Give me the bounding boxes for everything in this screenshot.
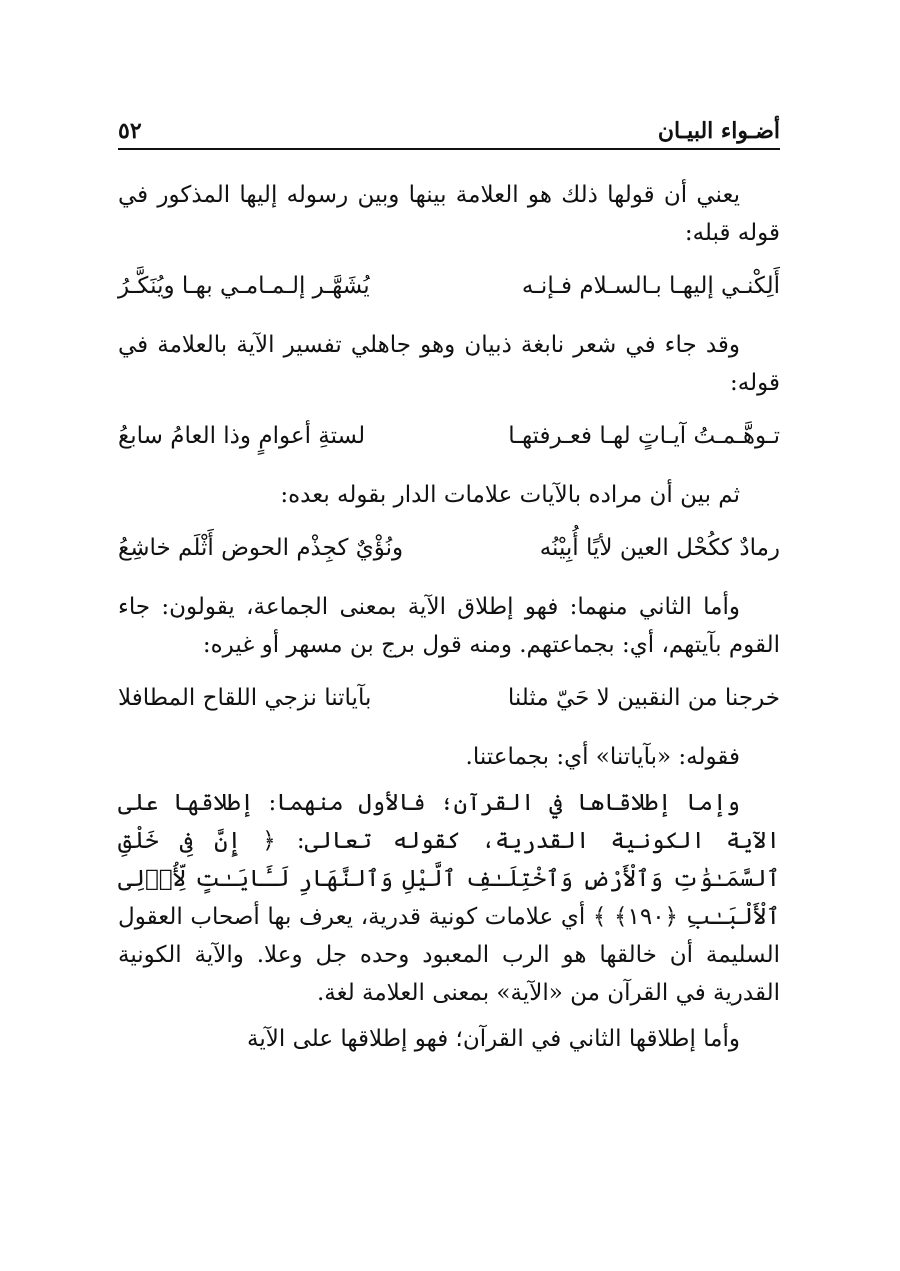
verse-first-hemistich: خرجنا من النقبين لا حَيّ مثلنا <box>507 685 780 711</box>
paragraph: وقد جاء في شعر نابغة ذبيان وهو جاهلي تفسير الآية بالعلامة في قوله: <box>118 332 780 396</box>
paragraph: وأما الثاني منهما: فهو إطلاق الآية بمعنى الجماعة، يقولون: جاء القوم بآيتهم، أي: بجماعتهم. ومنه قول برج بن مسهر أو غيره: <box>118 594 780 658</box>
verse-second-hemistich: بآياتنا نزجي اللقاح المطافلا <box>118 685 372 711</box>
paragraph: وإما إطلاقاها في القرآن؛ فالأول منهما: إطلاقها على الآية الكونية القدرية، كقوله تعالى: ﴿ إِنَّ فِى خَلْقِ ٱلسَّمَـٰوَٰتِ وَٱلْأَرْضِ وَٱخْتِلَـٰفِ ٱلَّيْلِ وَٱلنَّهَارِ لَـَٔايَـٰتٍ لِّأُو۟لِى ٱلْأَلْبَـٰبِ ﴿١٩٠﴾ ﴾ أي علامات كونية قدرية، يعرف بها أصحاب العقول السليمة أن خالقها هو الرب المعبود وحده جل وعلا. والآية الكونية القدرية في القرآن من «الآية» بمعنى العلامة لغة. <box>118 790 780 1006</box>
paragraph: ثم بين أن مراده بالآيات علامات الدار بقوله بعده: <box>280 482 740 508</box>
verse-second-hemistich: لستةِ أعوامٍ وذا العامُ سابعُ <box>118 423 366 449</box>
paragraph: فقوله: «بآياتنا» أي: بجماعتنا. <box>465 744 740 770</box>
poem-verse <box>118 678 780 718</box>
poem-verse <box>118 528 780 568</box>
verse-second-hemistich: ونُؤْيٌ كجِذْم الحوض أَثْلَم خاشِعُ <box>118 535 404 561</box>
running-title: أضـواء البيـان <box>657 118 780 144</box>
poem-verse <box>118 416 780 456</box>
verse-first-hemistich: رمادٌ ككُحْل العين لأيًا أُبِيْنُه <box>539 535 780 561</box>
page-header <box>118 100 780 150</box>
verse-first-hemistich: أَلِكْنـي إليهـا بـالسـلام فـإنـه <box>521 273 780 299</box>
document-page <box>118 100 780 1250</box>
paragraph: وأما إطلاقها الثاني في القرآن؛ فهو إطلاقها على الآية <box>247 1026 740 1052</box>
poem-verse <box>118 266 780 306</box>
paragraph: يعني أن قولها ذلك هو العلامة بينها وبين رسوله إليها المذكور في قوله قبله: <box>118 182 780 246</box>
page-body <box>118 176 780 1058</box>
verse-second-hemistich: يُشَهَّـر إلـمـامـي بهـا ويُنَكَّـرُ <box>118 273 370 299</box>
verse-first-hemistich: تـوهَّـمـتُ آيـاتٍ لهـا فعـرفتهـا <box>508 423 780 449</box>
page-number: ٥٢ <box>118 118 142 144</box>
